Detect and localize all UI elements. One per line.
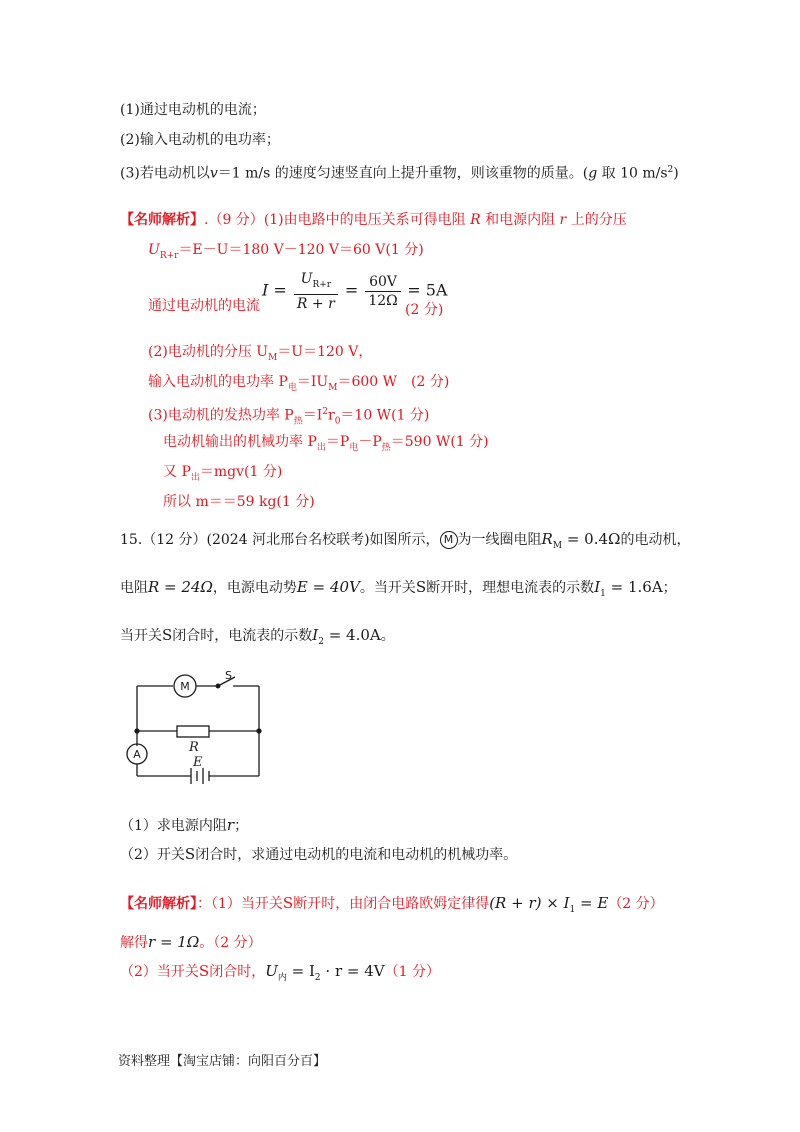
resistor-icon bbox=[177, 726, 209, 737]
question-2: (2)输入电动机的电功率； bbox=[120, 132, 280, 148]
question-1: (1)通过电动机的电流； bbox=[120, 102, 266, 118]
solution-14-eq1: $U_{R+r}=E-U=180$ V－120 V＝60 V(1 分) bbox=[148, 242, 424, 261]
solution-14-intro: 【名师解析】.（9 分）(1)由电路中的电压关系可得电阻 R 和电源内阻 r 上的分压 bbox=[120, 212, 627, 228]
circuit-label-s: S bbox=[225, 669, 232, 682]
footer-note: 资料整理【淘宝店铺：向阳百分百】 bbox=[118, 1054, 327, 1069]
solution-14-current-label: 通过电动机的电流 bbox=[148, 298, 260, 314]
solution-14-frac-score: (2 分) bbox=[405, 302, 444, 318]
solution-15-line3: （2）当开关S闭合时，$U_内 = I_2 \cdot r = 4V(1$ 分） bbox=[120, 962, 440, 983]
question-15-sub2: （2）开关S闭合时，求通过电动机的电流和电动机的机械功率。 bbox=[120, 845, 518, 863]
solution-15-line1: 【名师解析】：（1）当开关S断开时，由闭合电路欧姆定律得$(R + r) \times I_1 = E(2$ 分） bbox=[120, 894, 664, 915]
solution-14-part3-line3: 又 $P_出=mgv(1$ 分) bbox=[163, 464, 283, 483]
circuit-label-m: M bbox=[180, 680, 190, 693]
solution-14-part3-line2: 电动机输出的机械功率 $P_出=P_电-P_热=590$ W(1 分) bbox=[163, 434, 489, 453]
question-15-sub1: （1）求电源内阻r； bbox=[120, 816, 249, 834]
question-3: (3)若电动机以v＝1 m/s 的速度匀速竖直向上提升重物，则该重物的质量。(g 取 10 $m/s^2$) bbox=[120, 165, 679, 182]
solution-14-part2-line1: (2)电动机的分压 $U_M=U=120$ V， bbox=[148, 344, 373, 363]
question-15-line3: 当开关S闭合时，电流表的示数$I_2 = 4.0A$。 bbox=[120, 626, 395, 647]
circuit-label-r: R bbox=[189, 740, 199, 755]
motor-symbol-icon: M bbox=[440, 531, 458, 549]
circuit-diagram bbox=[125, 668, 275, 786]
solution-14-part3-line4: 所以 m＝＝59 kg(1 分) bbox=[163, 494, 315, 510]
solution-15-line2: 解得r = 1Ω。（2 分） bbox=[120, 933, 262, 951]
question-15-line1: 15.（12 分）(2024 河北邢台名校联考)如图所示， M 为一线圈电阻$R_M = 0.4\Omega$的电动机， bbox=[120, 530, 691, 551]
solution-14-part3-line1: (3)电动机的发热功率 $P_热=I^2r_0=10$ W(1 分) bbox=[148, 407, 430, 427]
circuit-label-a: A bbox=[133, 748, 141, 761]
solution-14-part2-line2: 输入电动机的电功率 $P_电=IU_M=600$ W (2 分) bbox=[148, 374, 450, 393]
solution-14-fraction-eq: I = $\frac{U_{R+r}}{R + r}$ = $\frac{60V}{12\Omega}$ = 5A bbox=[262, 271, 448, 312]
question-15-line2: 电阻R = 24Ω，电源电动势E = 40V。当开关S断开时，理想电流表的示数$I_1 = 1.6A$； bbox=[120, 578, 677, 599]
circuit-label-e: E bbox=[193, 755, 203, 770]
